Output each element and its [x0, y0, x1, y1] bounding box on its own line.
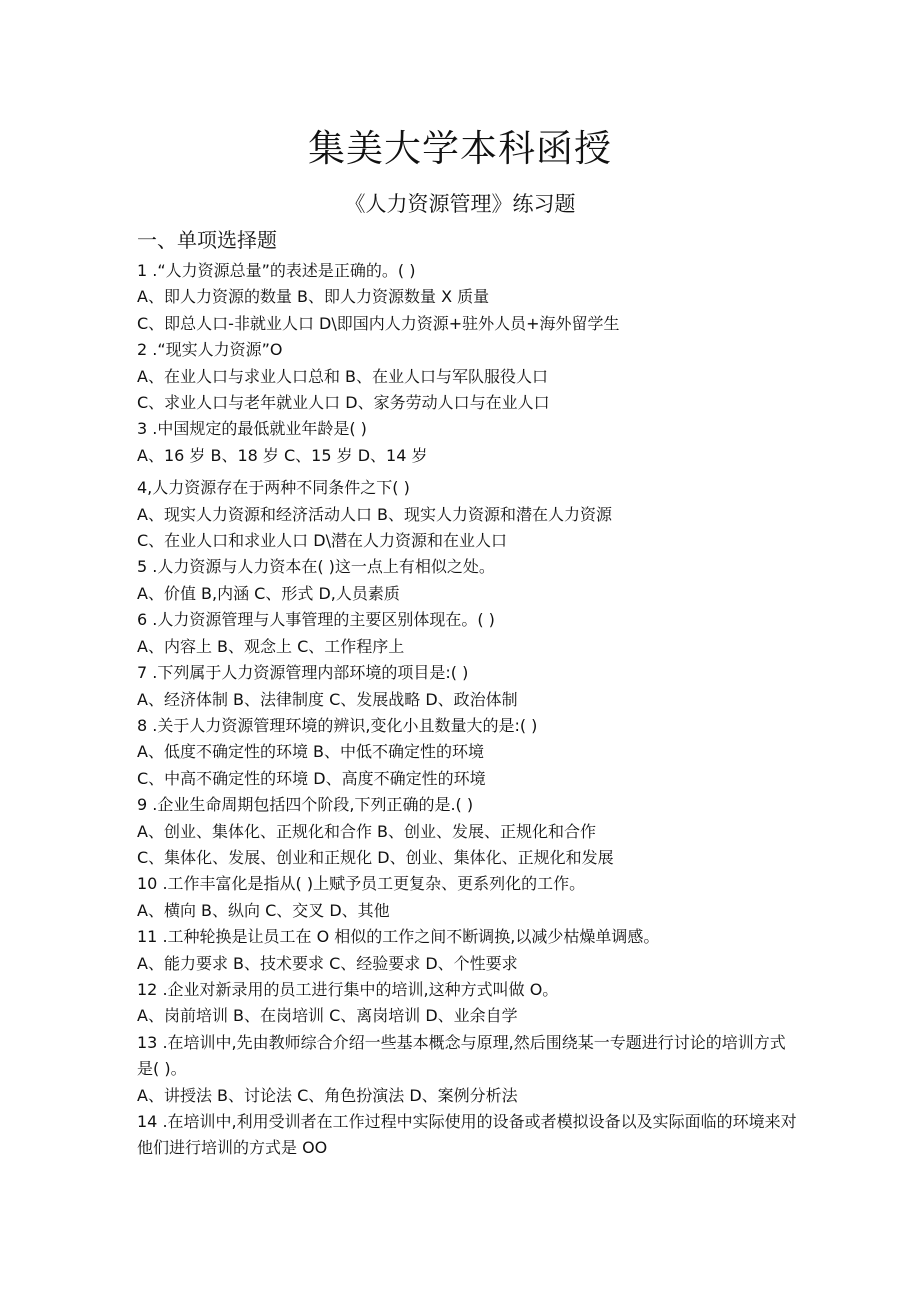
options-line: C、即总人口-非就业人口 D\即国内人力资源+驻外人员+海外留学生	[137, 313, 620, 333]
question-line: 12 .企业对新录用的员工进行集中的培训,这种方式叫做 O。	[137, 979, 559, 999]
question-line: 5 .人力资源与人力资本在( )这一点上有相似之处。	[137, 557, 495, 577]
question-list	[137, 258, 797, 1162]
question-line: 1 .“人力资源总量”的表述是正确的。( )	[137, 261, 416, 280]
question-line: 9 .企业生命周期包括四个阶段,下列正确的是.( )	[137, 795, 474, 815]
options-line: A、在业人口与求业人口总和 B、在业人口与军队服役人口	[137, 366, 549, 386]
options-line: A、创业、集体化、正规化和合作 B、创业、发展、正规化和合作	[137, 821, 597, 841]
options-line: C、中高不确定性的环境 D、高度不确定性的环境	[137, 768, 486, 788]
options-line: A、讲授法 B、讨论法 C、角色扮演法 D、案例分析法	[137, 1085, 518, 1105]
document-subtitle: 《人力资源管理》练习题	[344, 192, 576, 216]
options-line: A、现实人力资源和经济活动人口 B、现实人力资源和潜在人力资源	[137, 504, 613, 524]
options-line: C、求业人口与老年就业人口 D、家务劳动人口与在业人口	[137, 393, 550, 413]
question-line: 6 .人力资源管理与人事管理的主要区别体现在。( )	[137, 610, 495, 630]
options-line: A、内容上 B、观念上 C、工作程序上	[137, 636, 405, 656]
options-line: A、岗前培训 B、在岗培训 C、离岗培训 D、业余自学	[137, 1006, 518, 1026]
question-line: 4,人力资源存在于两种不同条件之下( )	[137, 478, 410, 498]
options-line: A、即人力资源的数量 B、即人力资源数量 X 质量	[137, 287, 490, 307]
question-line: 7 .下列属于人力资源管理内部环境的项目是:( )	[137, 663, 469, 683]
question-line: 14 .在培训中,利用受训者在工作过程中实际使用的设备或者模拟设备以及实际面临的环境来对他们进行培训的方式是 OO	[137, 1112, 797, 1158]
options-line: A、能力要求 B、技术要求 C、经验要求 D、个性要求	[137, 953, 518, 973]
options-line: A、16 岁 B、18 岁 C、15 岁 D、14 岁	[137, 445, 428, 465]
question-line: 13 .在培训中,先由教师综合介绍一些基本概念与原理,然后围绕某一专题进行讨论的培训方式是( )。	[137, 1032, 786, 1079]
question-line: 11 .工种轮换是让员工在 O 相似的工作之间不断调换,以减少枯燥单调感。	[137, 927, 660, 947]
options-line: A、横向 B、纵向 C、交叉 D、其他	[137, 900, 390, 920]
question-line: 8 .关于人力资源管理环境的辨识,变化小且数量大的是:( )	[137, 715, 538, 735]
question-line: 3 .中国规定的最低就业年龄是( )	[137, 419, 367, 439]
document-title: 集美大学本科函授	[308, 127, 612, 170]
options-line: A、低度不确定性的环境 B、中低不确定性的环境	[137, 742, 485, 762]
options-line: C、集体化、发展、创业和正规化 D、创业、集体化、正规化和发展	[137, 847, 614, 867]
options-line: C、在业人口和求业人口 D\潜在人力资源和在业人口	[137, 531, 507, 551]
question-line: 10 .工作丰富化是指从( )上赋予员工更复杂、更系列化的工作。	[137, 874, 586, 894]
question-line: 2 .“现实人力资源”O	[137, 340, 283, 360]
options-line: A、经济体制 B、法律制度 C、发展战略 D、政治体制	[137, 689, 518, 709]
options-line: A、价值 B,内涵 C、形式 D,人员素质	[137, 583, 400, 603]
section-heading: 一、单项选择题	[137, 228, 277, 252]
